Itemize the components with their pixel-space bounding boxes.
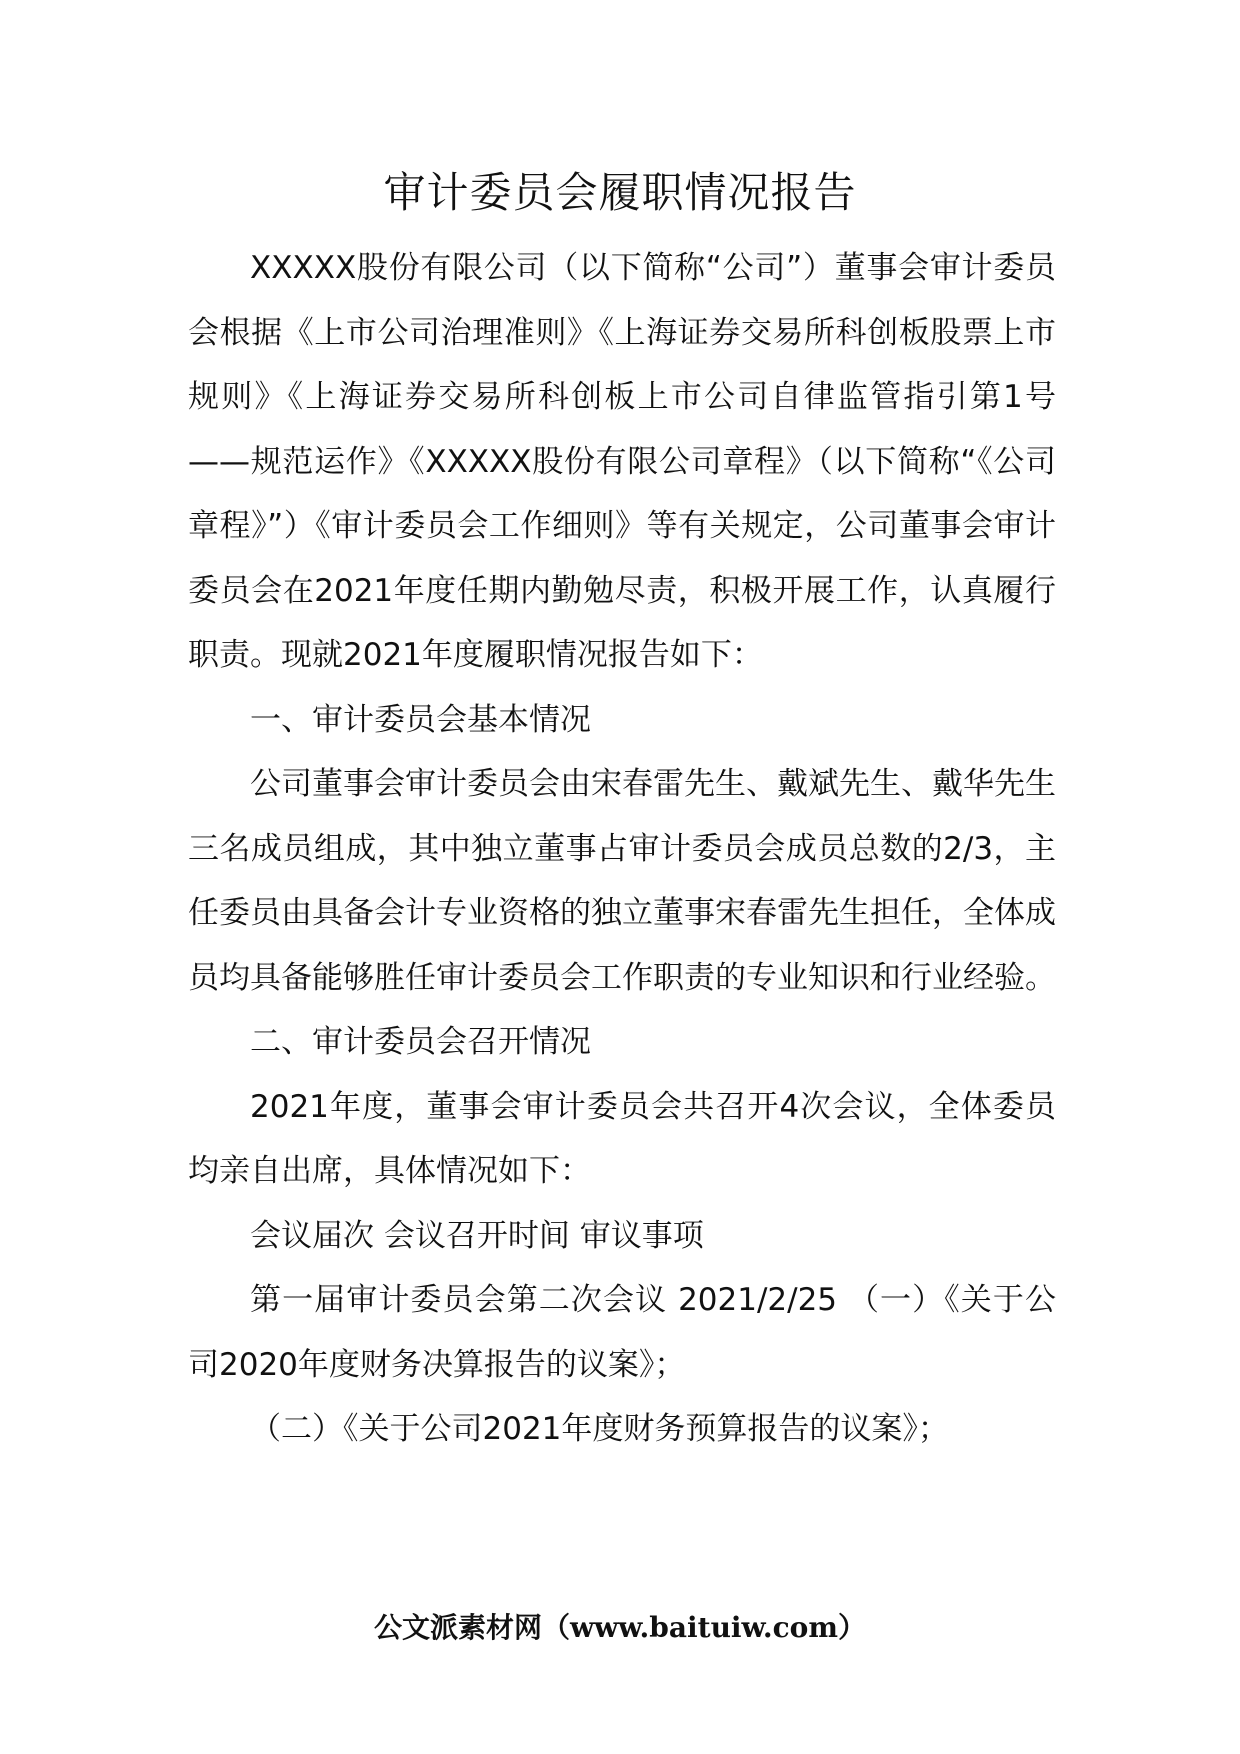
paragraph-intro: XXXXX股份有限公司（以下简称“公司”）董事会审计委员会根据《上市公司治理准则》《上海证券交易所科创板股票上市规则》《上海证券交易所科创板上市公司自律监管指引第1号——规范运作》《XXXXX股份有限公司章程》（以下简称“《公司章程》”）《审计委员会工作细则》等有关规定，公司董事会审计委员会在2021年度任期内勤勉尽责，积极开展工作，认真履行职责。现就2021年度履职情况报告如下： <box>188 250 1056 673</box>
meeting-row-1-item-2: （二）《关于公司2021年度财务预算报告的议案》； <box>250 1411 949 1447</box>
paragraph-meetings-summary: 2021年度，董事会审计委员会共召开4次会议，全体委员均亲自出席，具体情况如下： <box>188 1088 1056 1189</box>
meeting-row-1: 第一届审计委员会第二次会议 2021/2/25 （一）《关于公司2020年度财务决算报告的议案》； <box>188 1282 1056 1383</box>
meeting-table-header: 会议届次 会议召开时间 审议事项 <box>250 1217 704 1254</box>
paragraph-members: 公司董事会审计委员会由宋春雷先生、戴斌先生、戴华先生三名成员组成，其中独立董事占审计委员会成员总数的2/3，主任委员由具备会计专业资格的独立董事宋春雷先生担任，全体成员均具备能够胜任审计委员会工作职责的专业知识和行业经验。 <box>188 766 1056 996</box>
section-heading-basic-info: 一、审计委员会基本情况 <box>250 701 591 738</box>
footer-watermark: 公文派素材网（www.baituiw.com） <box>374 1611 866 1644</box>
document-title: 审计委员会履职情况报告 <box>383 168 857 217</box>
document-body <box>188 236 1056 1462</box>
section-heading-meetings: 二、审计委员会召开情况 <box>250 1024 591 1060</box>
